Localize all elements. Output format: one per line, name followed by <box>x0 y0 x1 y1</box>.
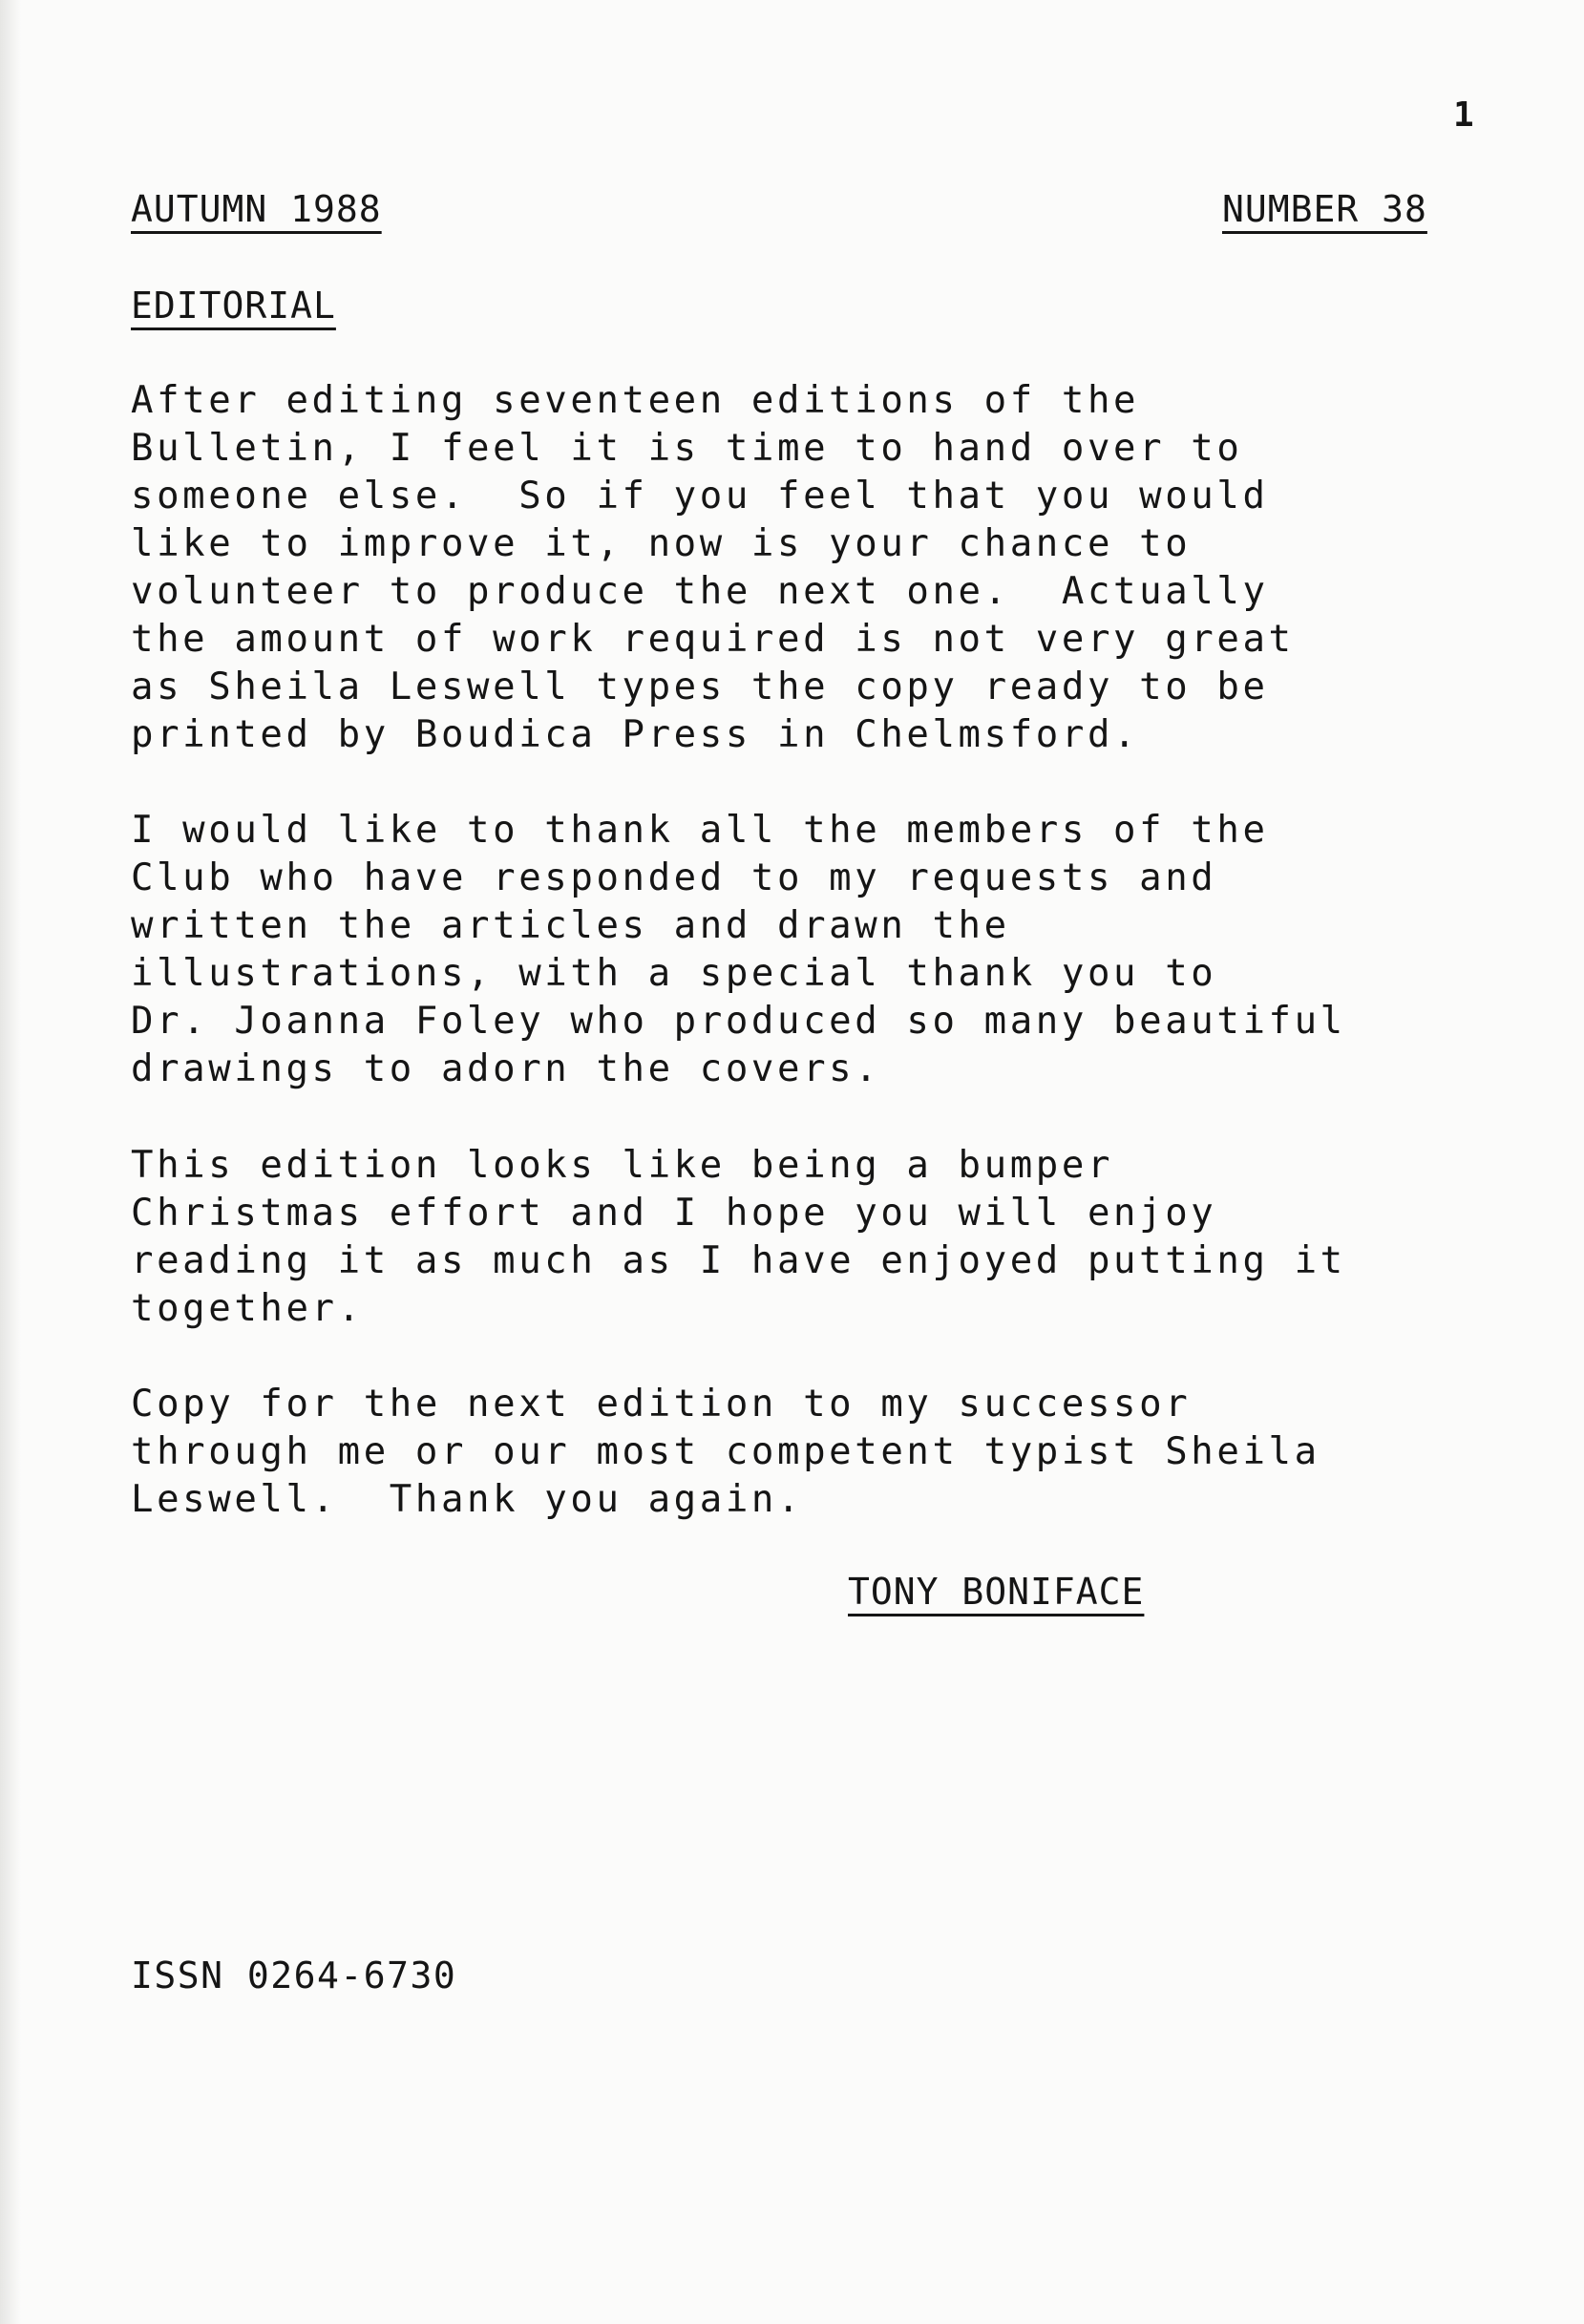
editorial-paragraph: This edition looks like being a bumper Christmas effort and I hope you will enjoy reading it as much as I have enjoyed putting it together. <box>131 1144 1346 1330</box>
editorial-paragraph: After editing seventeen editions of the Bulletin, I feel it is time to hand over to someone else. So if you feel that you would like to improve it, now is your chance to volunteer to produce the next one. Actually the amount of work required is not very great as Sheila Leswell types the copy ready to be printed by Boudica Press in Chelmsford. <box>131 379 1295 756</box>
page-number: 1 <box>1453 95 1474 135</box>
editorial-paragraph: Copy for the next edition to my successor through me or our most competent typist Sheila Leswell. Thank you again. <box>131 1383 1320 1521</box>
page-edge-shadow <box>0 0 21 2324</box>
editorial-paragraph: I would like to thank all the members of the Club who have responded to my requests and written the articles and drawn the illustrations, with a special thank you to Dr. Joanna Foley who produced so many beautiful drawings to adorn the covers. <box>131 809 1346 1090</box>
editor-signature: TONY BONIFACE <box>848 1571 1145 1613</box>
editorial-title: EDITORIAL <box>131 285 336 327</box>
issue-number-heading: NUMBER 38 <box>1222 188 1427 230</box>
issue-season-heading: AUTUMN 1988 <box>131 188 382 230</box>
issn-number: ISSN 0264-6730 <box>131 1954 457 1997</box>
